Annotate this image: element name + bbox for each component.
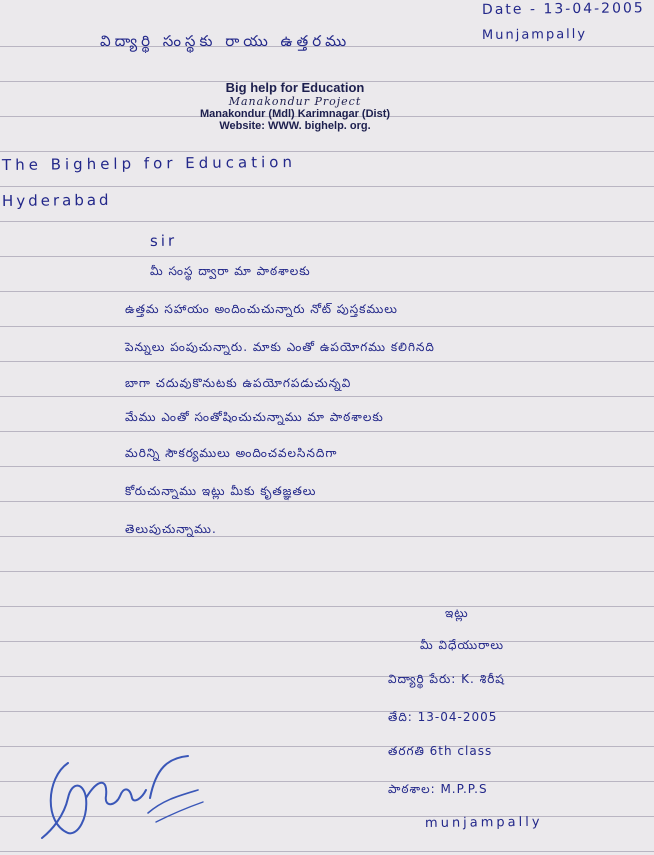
body-line-4: బాగా చదువుకొనుటకు ఉపయోగపడుచున్నవి — [125, 376, 352, 390]
village-text: Munjampally — [481, 26, 588, 43]
salutation: sir — [149, 231, 178, 250]
closing-date: తేది: 13-04-2005 — [388, 710, 498, 724]
recipient-line-1: The Bighelp for Education — [1, 152, 296, 174]
letterhead-stamp — [130, 80, 460, 132]
date-text: Date - 13-04-2005 — [481, 0, 645, 18]
closing-class: తరగతి 6th class — [388, 744, 493, 758]
org-name: Big help for Education — [225, 80, 365, 95]
org-address: Manakondur (Mdl) Karimnagar (Dist) — [199, 108, 391, 120]
closing-place: munjampally — [424, 814, 543, 831]
body-line-8: తెలుపుచున్నాము. — [125, 522, 217, 536]
body-line-5: మేము ఎంతో సంతోషించుచున్నాము మా పాఠశాలకు — [125, 410, 384, 424]
recipient-line-2: Hyderabad — [1, 190, 112, 210]
closing-name: విద్యార్థి పేరు: K. శిరీష — [388, 672, 505, 686]
signature-mark — [38, 738, 208, 848]
org-website: Website: WWW. bighelp. org. — [219, 120, 371, 132]
closing-school: పాఠశాల: M.P.P.S — [388, 782, 488, 796]
body-line-7: కోరుచున్నాము ఇట్లు మీకు కృతజ్ఞతలు — [125, 484, 317, 498]
telugu-heading: విద్యార్థి సంస్థకు రాయు ఉత్తరము — [100, 32, 351, 50]
closing-vidheyudu: మీ విధేయురాలు — [420, 638, 505, 652]
project-name: Manakondur Project — [228, 95, 362, 108]
body-line-6: మరిన్ని సౌకర్యములు అందించవలసినదిగా — [125, 446, 338, 460]
body-line-2: ఉత్తమ సహాయం అందించుచున్నారు నోట్ పుస్తకములు — [125, 302, 398, 316]
closing-itlu: ఇట్లు — [445, 606, 469, 620]
body-line-1: మీ సంస్థ ద్వారా మా పాఠశాలకు — [150, 264, 311, 278]
body-line-3: పెన్నులు పంపుచున్నారు. మాకు ఎంతో ఉపయోగము కలిగినది — [125, 340, 435, 354]
